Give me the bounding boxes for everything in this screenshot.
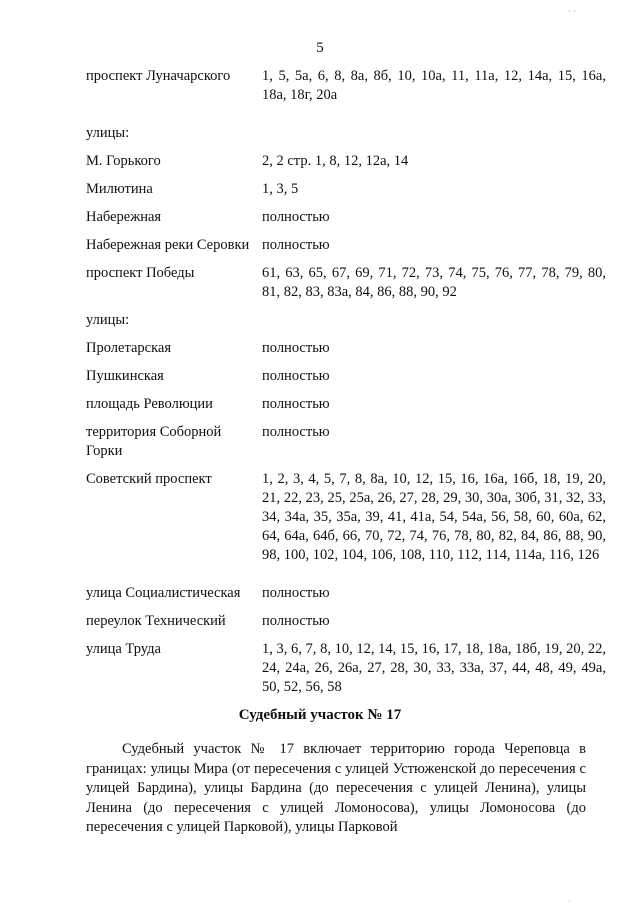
section-label	[86, 311, 606, 339]
house-numbers: 1, 3, 6, 7, 8, 10, 12, 14, 15, 16, 17, 18, 18а, 18б, 19, 20, 22, 24, 24а, 26, 26а, 27, 28, 30, 33, 33а, 37, 44, 48, 49, 49а, 50, 52, 56, 58	[262, 641, 606, 695]
address-row	[86, 339, 606, 367]
house-numbers: полностью	[262, 209, 330, 225]
street-name: Пролетарская	[86, 340, 172, 356]
section-label	[86, 124, 606, 152]
street-name: площадь Революции	[86, 396, 213, 412]
address-row	[86, 423, 606, 470]
street-name: переулок Технический	[86, 613, 226, 629]
house-numbers: 1, 2, 3, 4, 5, 7, 8, 8а, 10, 12, 15, 16, 16а, 16б, 18, 19, 20, 21, 22, 23, 25, 25а, 26, 27, 28, 29, 30, 30а, 30б, 31, 32, 33, 34, 34а, 35, 35а, 39, 41, 41а, 54, 54а, 56, 58, 60, 60а, 62, 64, 64а, 64б, 66, 70, 72, 74, 76, 78, 80, 82, 84, 86, 88, 90, 98, 100, 102, 104, 106, 108, 110, 112, 114, 114а, 116, 126	[262, 471, 606, 563]
street-name: улица Социалистическая	[86, 585, 241, 601]
house-numbers: полностью	[262, 424, 330, 440]
address-row	[86, 470, 606, 584]
house-numbers: 2, 2 стр. 1, 8, 12, 12а, 14	[262, 153, 409, 169]
page-number: 5	[316, 40, 324, 56]
address-row	[86, 67, 606, 124]
address-row	[86, 180, 606, 208]
street-name: Пушкинская	[86, 368, 164, 384]
street-name: Набережная	[86, 209, 162, 225]
street-name: территория Соборной Горки	[86, 424, 222, 459]
address-row	[86, 584, 606, 612]
street-name: улица Труда	[86, 641, 161, 657]
address-row	[86, 236, 606, 264]
house-numbers: 1, 3, 5	[262, 181, 299, 197]
street-name: улицы:	[86, 125, 130, 141]
address-row	[86, 612, 606, 640]
address-row	[86, 208, 606, 236]
section-heading: Судебный участок № 17	[238, 707, 402, 723]
address-row	[86, 152, 606, 180]
street-name: проспект Победы	[86, 265, 195, 281]
address-row	[86, 264, 606, 311]
house-numbers: полностью	[262, 237, 330, 253]
address-row	[86, 367, 606, 395]
house-numbers: полностью	[262, 613, 330, 629]
street-name: Милютина	[86, 181, 153, 197]
house-numbers	[262, 124, 606, 152]
body-paragraph: Судебный участок № 17 включает территорию города Череповца в границах: улицы Мира (от пересечения с улицей Устюженской до пересечения с улицей Бардина), улицы Бардина (до пересечения с улицей Ленина), улицы Ленина (до пересечения с улицей Ломоносова), улицы Ломоносова (до пересечения с улицей Парковой), улицы Парковой	[86, 741, 586, 835]
address-list	[86, 67, 606, 700]
street-name: Набережная реки Серовки	[86, 237, 250, 253]
house-numbers: полностью	[262, 368, 330, 384]
address-row	[86, 640, 606, 700]
house-numbers	[262, 311, 606, 339]
house-numbers: полностью	[262, 585, 330, 601]
corner-mark: ˏ ˏ	[568, 2, 577, 12]
address-row	[86, 395, 606, 423]
street-name: улицы:	[86, 312, 130, 328]
house-numbers: 1, 5, 5а, 6, 8, 8а, 8б, 10, 10а, 11, 11а, 12, 14а, 15, 16а, 18а, 18г, 20а	[262, 68, 606, 103]
house-numbers: полностью	[262, 396, 330, 412]
corner-mark: ˏ	[568, 892, 571, 902]
street-name: М. Горького	[86, 153, 161, 169]
street-name: Советский проспект	[86, 471, 212, 487]
street-name: проспект Луначарского	[86, 68, 231, 84]
house-numbers: полностью	[262, 340, 330, 356]
house-numbers: 61, 63, 65, 67, 69, 71, 72, 73, 74, 75, 76, 77, 78, 79, 80, 81, 82, 83, 83а, 84, 86, 88, 90, 92	[262, 265, 606, 300]
